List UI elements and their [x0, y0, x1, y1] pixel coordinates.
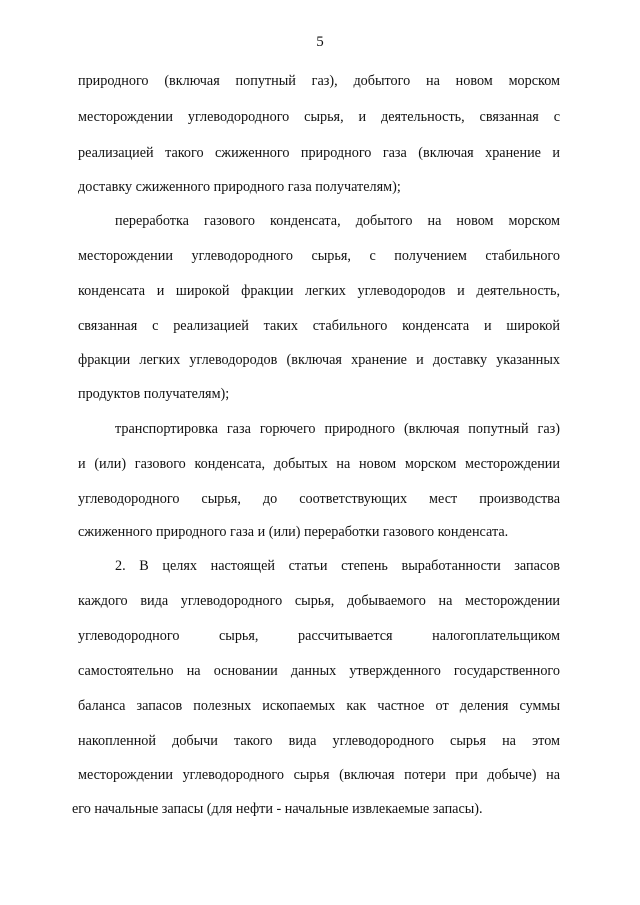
text-line: углеводородного сырья, до соответствующих мест производства — [78, 491, 560, 507]
text-line: доставку сжиженного природного газа получателям); — [78, 179, 401, 195]
text-line: месторождении углеводородного сырья, с получением стабильного — [78, 248, 560, 264]
text-line: связанная с реализацией таких стабильного конденсата и широкой — [78, 318, 560, 334]
text-line: самостоятельно на основании данных утвержденного государственного — [78, 663, 560, 679]
text-line: месторождении углеводородного сырья (включая потери при добыче) на — [78, 767, 560, 783]
text-line: его начальные запасы (для нефти - начальные извлекаемые запасы). — [72, 801, 483, 817]
text-line: реализацией такого сжиженного природного газа (включая хранение и — [78, 145, 560, 161]
text-line: и (или) газового конденсата, добытых на новом морском месторождении — [78, 456, 560, 472]
text-line: фракции легких углеводородов (включая хранение и доставку указанных — [78, 352, 560, 368]
text-line: месторождении углеводородного сырья, и деятельность, связанная с — [78, 109, 560, 125]
text-line: баланса запасов полезных ископаемых как частное от деления суммы — [78, 698, 560, 714]
paragraph-first-line: 2. В целях настоящей статьи степень выработанности запасов — [115, 558, 560, 574]
text-line: накопленной добычи такого вида углеводородного сырья на этом — [78, 733, 560, 749]
text-line: конденсата и широкой фракции легких углеводородов и деятельность, — [78, 283, 560, 299]
text-line: углеводородного сырья, рассчитывается налогоплательщиком — [78, 628, 560, 644]
page-number: 5 — [316, 34, 324, 50]
text-line: природного (включая попутный газ), добытого на новом морском — [78, 73, 560, 89]
text-line: каждого вида углеводородного сырья, добываемого на месторождении — [78, 593, 560, 609]
paragraph-first-line: переработка газового конденсата, добытого на новом морском — [115, 213, 560, 229]
text-line: сжиженного природного газа и (или) переработки газового конденсата. — [78, 524, 509, 540]
paragraph-first-line: транспортировка газа горючего природного (включая попутный газ) — [115, 421, 560, 437]
text-line: продуктов получателям); — [78, 386, 230, 402]
